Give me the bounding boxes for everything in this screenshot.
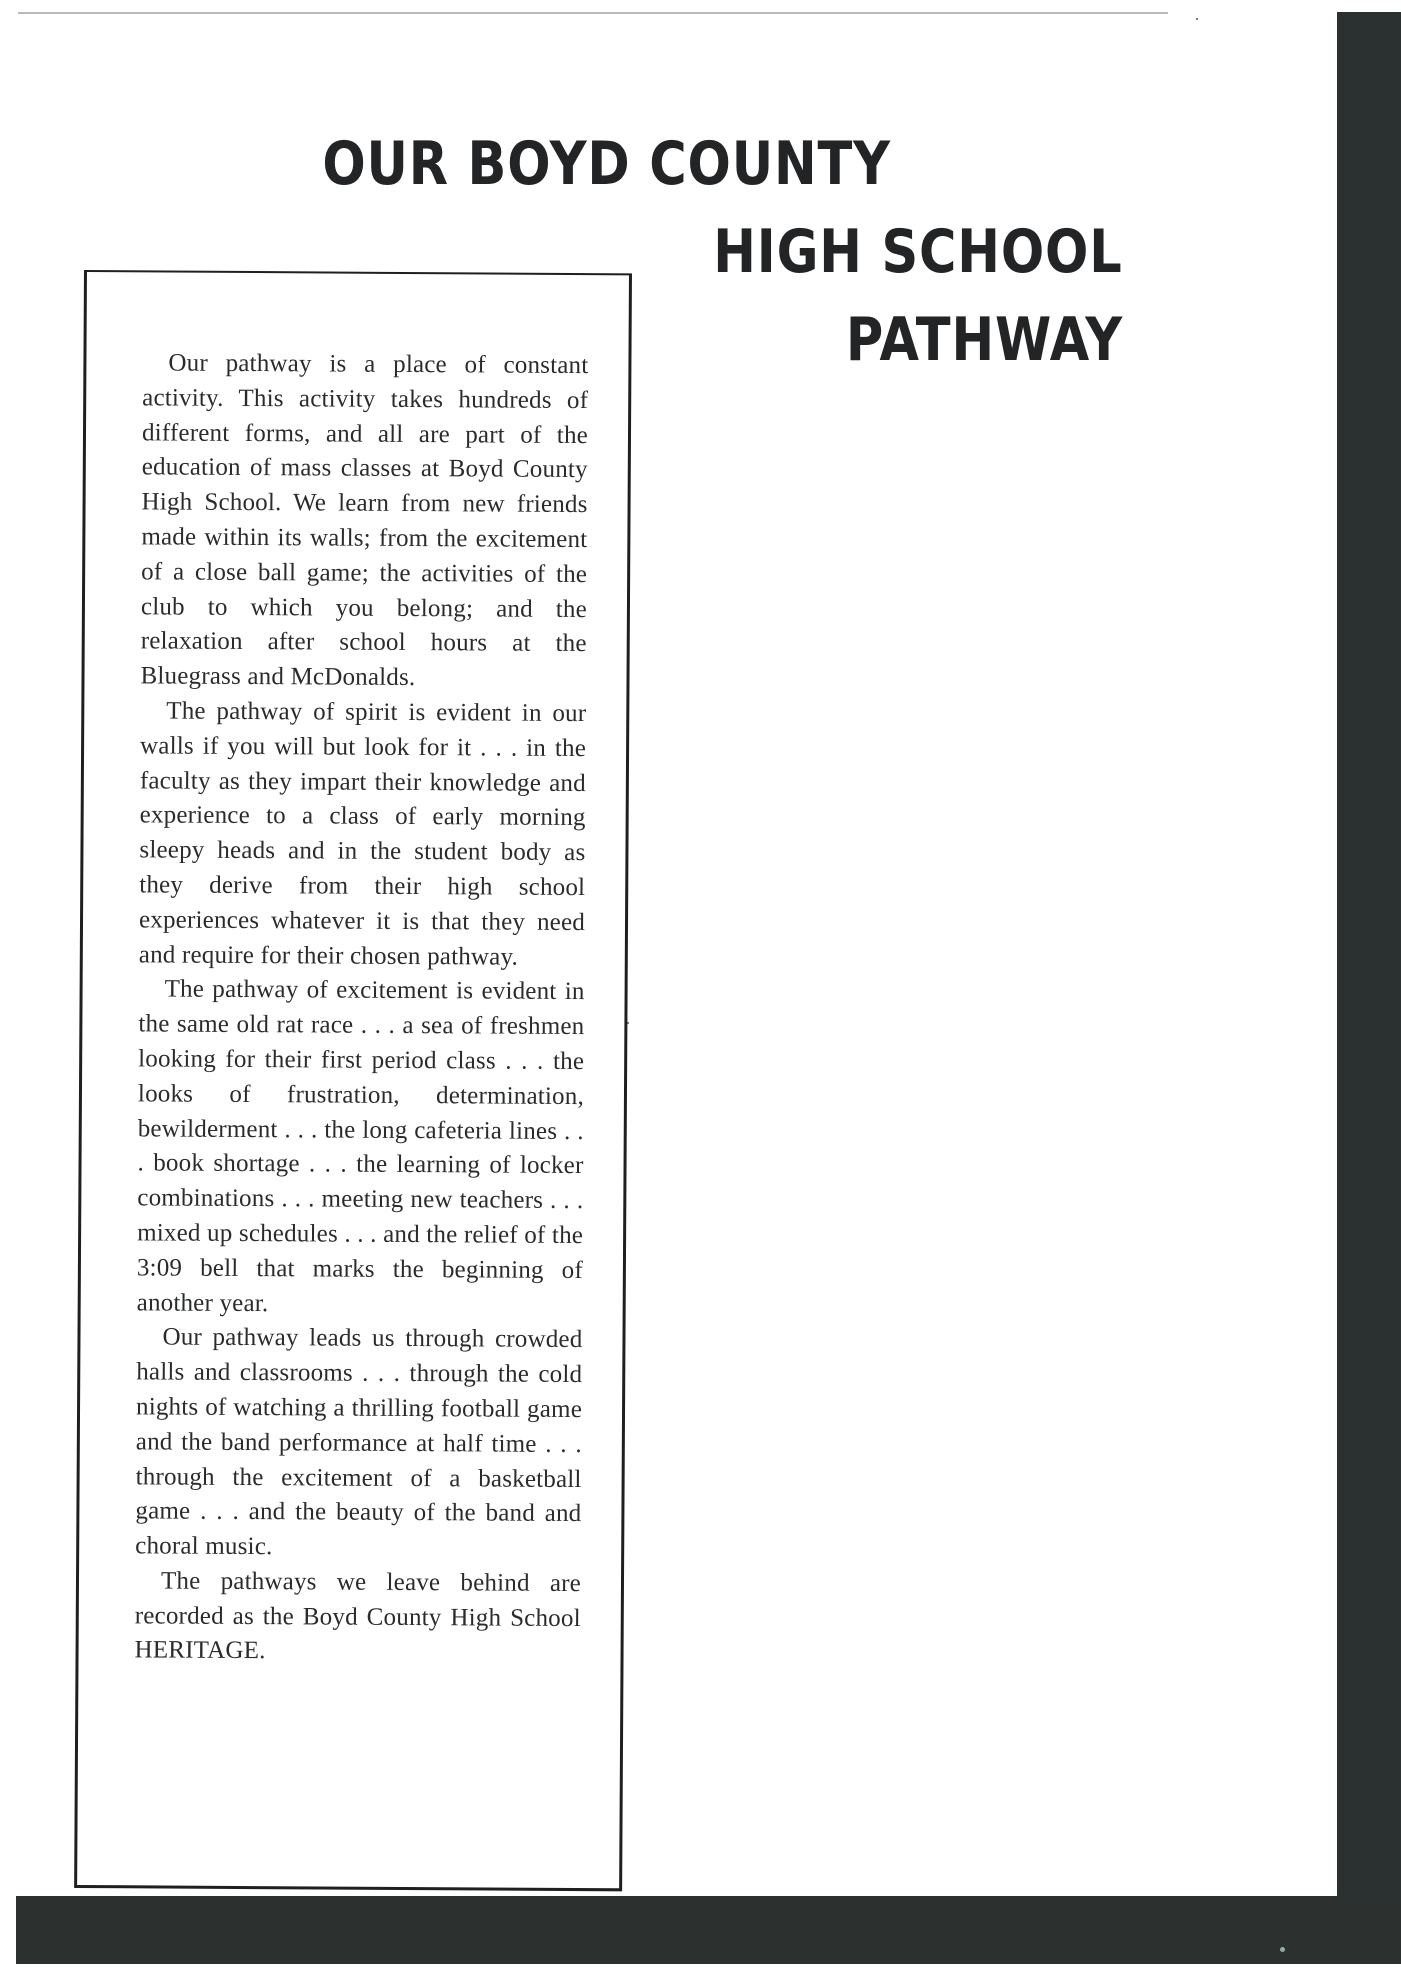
bottom-paper-edge: [0, 1964, 1401, 1978]
paragraph-1: Our pathway is a place of constant activity. This activity takes hundreds of different forms, and all are part of the education of mass classes at Boyd County High School. We learn from new friends made within its walls; from the excitement of a close ball game; the activities of the club to which you belong; and the relaxation after school hours at the Bluegrass and McDonalds.: [140, 349, 589, 692]
paragraph-4: Our pathway leads us through crowded halls and classrooms . . . through the cold nights of watching a thrilling football game and the band performance at half time . . . through the excitement of a basketball game . . . and the beauty of the band and choral music.: [135, 1323, 583, 1561]
paragraph-5: The pathways we leave behind are recorded as the Boyd County High School HERITAGE.: [134, 1567, 582, 1665]
page-title-line-1: OUR BOYD COUNTY: [322, 129, 891, 199]
bottom-scan-shadow: [16, 1896, 1401, 1964]
scan-speck: [1196, 18, 1198, 20]
page-title-line-2: HIGH SCHOOL: [713, 217, 1123, 287]
bordered-text-box: [74, 270, 632, 1891]
paragraph-2: The pathway of spirit is evident in our walls if you will but look for it . . . in the faculty as they impart their knowledge and experience to a class of early morning sleepy heads and in the student body as they derive from their high school experiences whatever it is that they need and require for their chosen pathway.: [138, 697, 587, 971]
right-scan-shadow: [1337, 12, 1401, 1978]
top-scan-edge: [18, 12, 1168, 14]
scan-speck: [1280, 1947, 1285, 1952]
body-copy: [134, 346, 588, 1671]
scan-speck: [627, 1022, 629, 1024]
page-title-line-3: PATHWAY: [845, 305, 1123, 375]
paragraph-3: The pathway of excitement is evident in the same old rat race . . . a sea of freshmen looking for their first period class . . . the looks of frustration, determination, bewilderment . . . the long cafeteria lines . . . book shortage . . . the learning of locker combinations . . . meeting new teachers . . . mixed up schedules . . . and the relief of the 3:09 bell that marks the beginning of another year.: [136, 975, 585, 1317]
